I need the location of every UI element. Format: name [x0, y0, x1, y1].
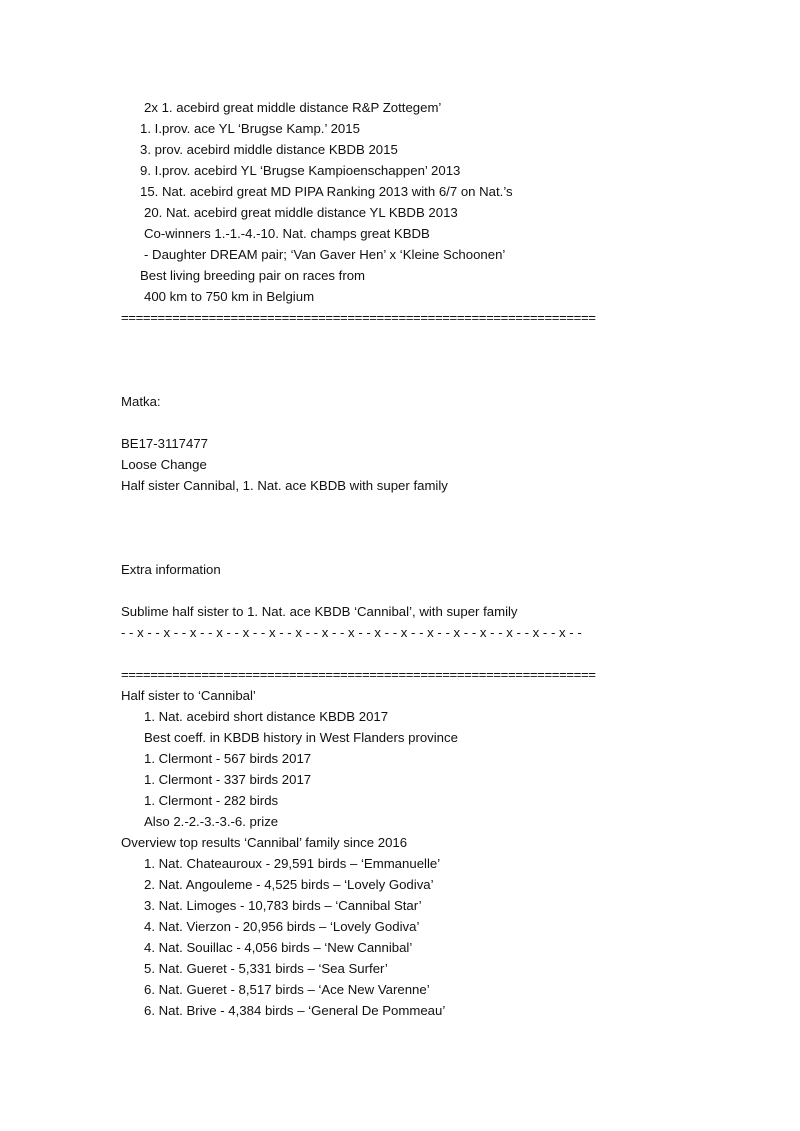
- overview-item: 4. Nat. Vierzon - 20,956 birds – ‘Lovely Godiva’: [144, 919, 420, 934]
- overview-item: 4. Nat. Souillac - 4,056 birds – ‘New Cannibal’: [144, 940, 413, 955]
- sire-result: 1. I.prov. ace YL ‘Brugse Kamp.’ 2015: [140, 121, 360, 136]
- half-sister-item: Also 2.-2.-3.-3.-6. prize: [144, 814, 279, 829]
- sire-result: 3. prov. acebird middle distance KBDB 2015: [140, 142, 398, 157]
- overview-item: 1. Nat. Chateauroux - 29,591 birds – ‘Emmanuelle’: [144, 856, 441, 871]
- half-sister-item: 1. Clermont - 282 birds: [144, 793, 279, 808]
- sire-result: Best living breeding pair on races from: [140, 268, 366, 283]
- overview-item: 2. Nat. Angouleme - 4,525 birds – ‘Lovely Godiva’: [144, 877, 434, 892]
- dam-name: Loose Change: [121, 457, 207, 472]
- dam-heading: Matka:: [121, 394, 161, 409]
- dam-note: Half sister Cannibal, 1. Nat. ace KBDB with super family: [121, 478, 448, 493]
- sire-result: 20. Nat. acebird great middle distance YL KBDB 2013: [144, 205, 458, 220]
- overview-item: 6. Nat. Brive - 4,384 birds – ‘General De Pommeau’: [144, 1003, 446, 1018]
- sire-result: 2x 1. acebird great middle distance R&P Zottegem’: [144, 100, 442, 115]
- sire-result: Co-winners 1.-1.-4.-10. Nat. champs great KBDB: [144, 226, 430, 241]
- overview-item: 6. Nat. Gueret - 8,517 birds – ‘Ace New Varenne’: [144, 982, 430, 997]
- sire-result: 9. I.prov. acebird YL ‘Brugse Kampioenschappen’ 2013: [140, 163, 461, 178]
- half-sister-item: 1. Nat. acebird short distance KBDB 2017: [144, 709, 389, 724]
- overview-heading: Overview top results ‘Cannibal’ family since 2016: [121, 835, 408, 850]
- half-sister-item: Best coeff. in KBDB history in West Flanders province: [144, 730, 458, 745]
- overview-item: 3. Nat. Limoges - 10,783 birds – ‘Cannibal Star’: [144, 898, 422, 913]
- document-page: [121, 97, 741, 1021]
- half-sister-item: 1. Clermont - 337 birds 2017: [144, 772, 312, 787]
- separator: =================================================================: [121, 310, 596, 325]
- extra-summary: Sublime half sister to 1. Nat. ace KBDB ‘Cannibal’, with super family: [121, 604, 518, 619]
- sire-result: - Daughter DREAM pair; ‘Van Gaver Hen’ x ‘Kleine Schoonen’: [144, 247, 506, 262]
- sire-result: 15. Nat. acebird great MD PIPA Ranking 2013 with 6/7 on Nat.’s: [140, 184, 513, 199]
- half-sister-heading: Half sister to ‘Cannibal’: [121, 688, 256, 703]
- overview-item: 5. Nat. Gueret - 5,331 birds – ‘Sea Surfer’: [144, 961, 388, 976]
- separator: =================================================================: [121, 667, 596, 682]
- extra-heading: Extra information: [121, 562, 221, 577]
- dam-ring-number: BE17-3117477: [121, 436, 209, 451]
- half-sister-item: 1. Clermont - 567 birds 2017: [144, 751, 312, 766]
- dash-line: - - x - - x - - x - - x - - x - - x - - x - - x - - x - - x - - x - - x - - x - - x - - x - - x - - x - -: [121, 625, 582, 640]
- sire-result: 400 km to 750 km in Belgium: [144, 289, 315, 304]
